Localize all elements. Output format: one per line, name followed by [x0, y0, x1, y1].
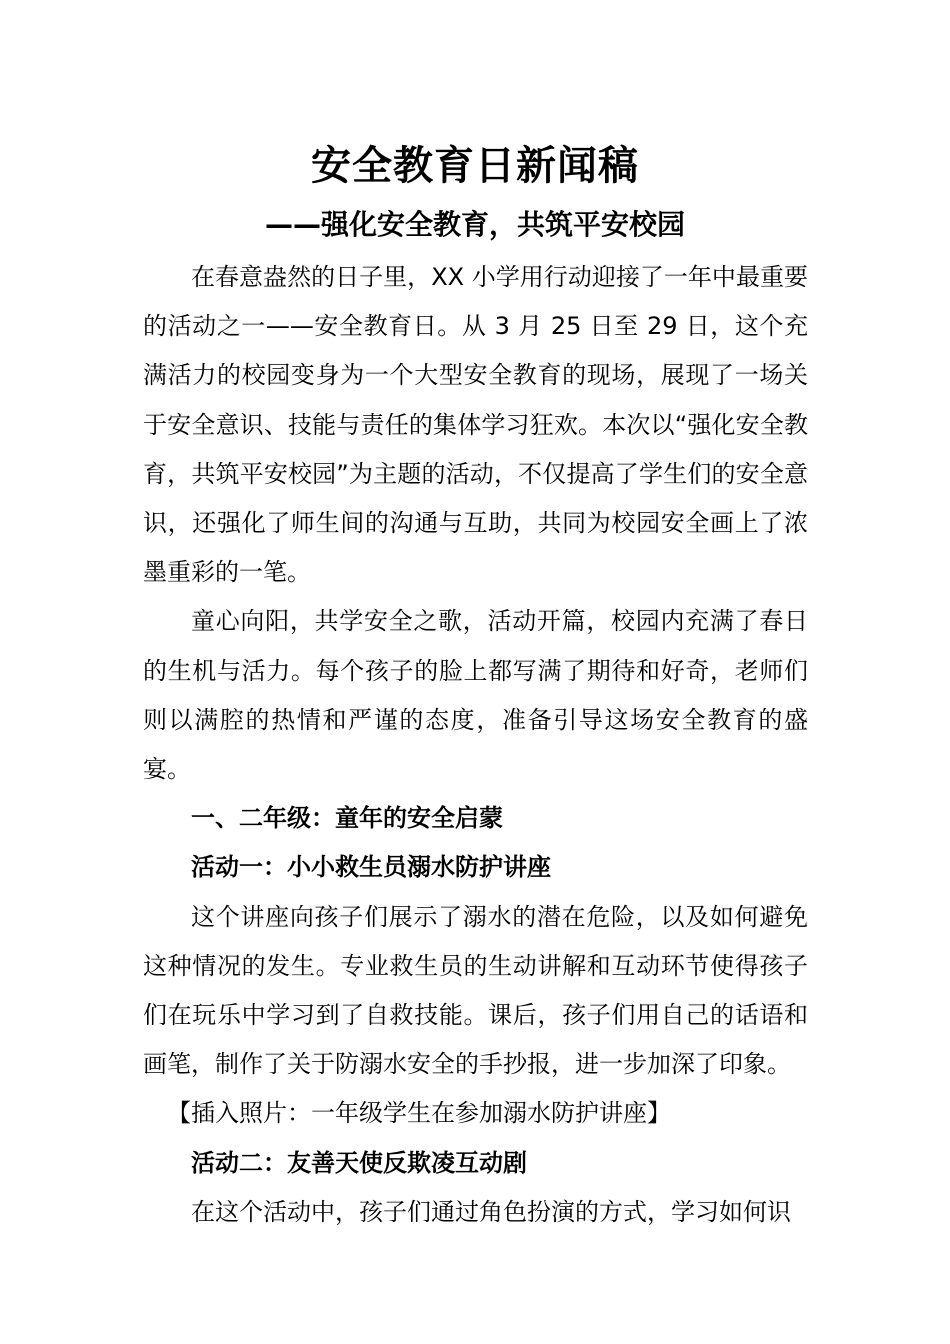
opening-paragraph: 童心向阳，共学安全之歌，活动开篇，校园内充满了春日的生机与活力。每个孩子的脸上都写满了期待和好奇，老师们则以满腔的热情和严谨的态度，准备引导这场安全教育的盛宴。 — [143, 607, 808, 784]
activity-2-heading: 活动二：友善天使反欺凌互动剧 — [191, 1148, 527, 1177]
activity-2-paragraph: 在这个活动中，孩子们通过角色扮演的方式，学习如何识 — [191, 1197, 791, 1226]
intro-paragraph: 在春意盎然的日子里，XX 小学用行动迎接了一年中最重要的活动之一——安全教育日。从 3 月 25 日至 29 日，这个充满活力的校园变身为一个大型安全教育的现场，展现了一场关于安全意识、技能与责任的集体学习狂欢。本次以“强化安全教育，共筑平安校园”为主题的活动，不仅提高了学生们的安全意识，还强化了师生间的沟通与互助，共同为校园安全画上了浓墨重彩的一笔。 — [143, 263, 808, 587]
document-subtitle: ——强化安全教育，共筑平安校园 — [264, 208, 685, 241]
activity-1-heading: 活动一：小小救生员溺水防护讲座 — [191, 853, 551, 882]
photo-placeholder-note: 【插入照片：一年级学生在参加溺水防护讲座】 — [167, 1099, 671, 1128]
document-body — [143, 253, 808, 1237]
activity-1-paragraph: 这个讲座向孩子们展示了溺水的潜在危险，以及如何避免这种情况的发生。专业救生员的生动讲解和互动环节使得孩子们在玩乐中学习到了自救技能。课后，孩子们用自己的话语和画笔，制作了关于防溺水安全的手抄报，进一步加深了印象。 — [143, 902, 808, 1079]
document-title: 安全教育日新闻稿 — [311, 143, 639, 189]
section-heading-grade-1-2: 一、二年级：童年的安全启蒙 — [191, 804, 503, 833]
